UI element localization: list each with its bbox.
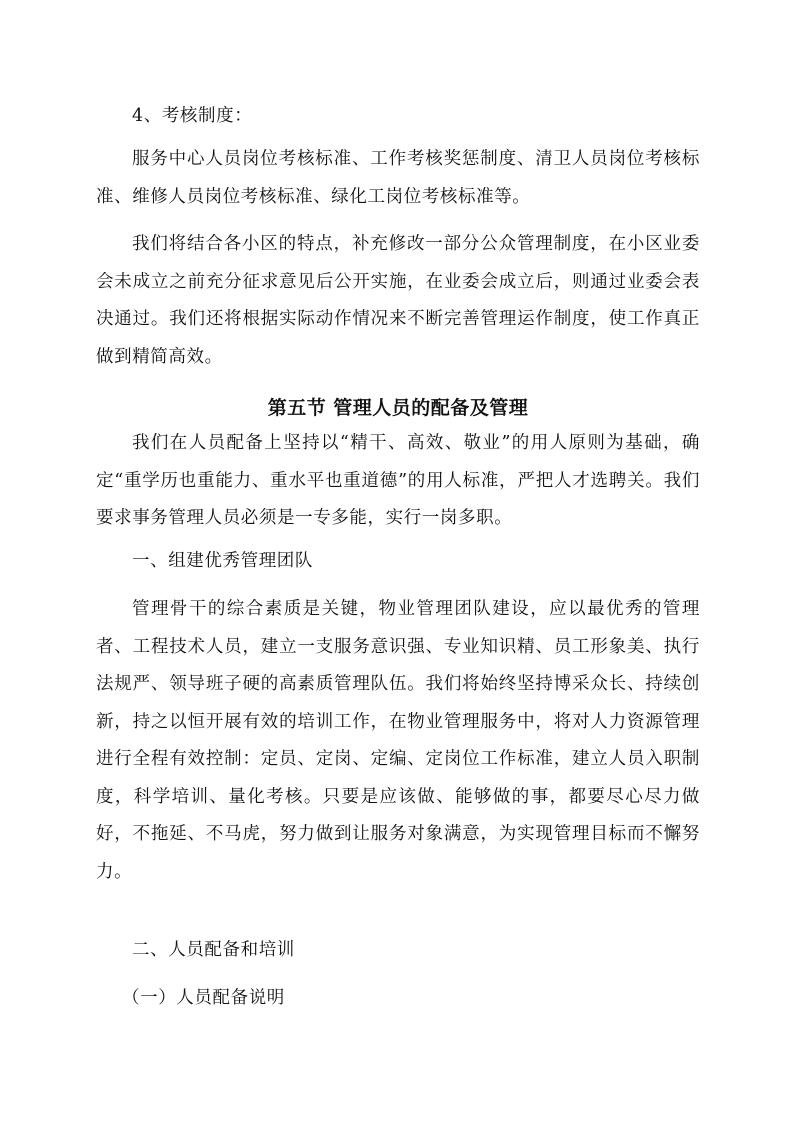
paragraph-staffing-training-title: 二、人员配备和培训 <box>132 940 295 960</box>
paragraph-staffing-description-title: （一）人员配备说明 <box>122 988 285 1008</box>
paragraph-team-title: 一、组建优秀管理团队 <box>132 551 313 571</box>
paragraph-community-rules: 我们将结合各小区的特点，补充修改一部分公众管理制度，在小区业委会未成立之前充分征求意见后公开实施，在业委会成立后，则通过业委会表决通过。我们还将根据实际动作情况来不断完善管理运作制度，使工作真正做到精简高效。 <box>96 234 700 367</box>
paragraph-team-building: 管理骨干的综合素质是关键，物业管理团队建设，应以最优秀的管理者、工程技术人员，建立一支服务意识强、专业知识精、员工形象美、执行法规严、领导班子硬的高素质管理队伍。我们将始终坚持博采众长、持续创新，持之以恒开展有效的培训工作，在物业管理服务中，将对人力资源管理进行全程有效控制：定员、定岗、定编、定岗位工作标准，建立人员入职制度，科学培训、量化考核。只要是应该做、能够做的事，都要尽心尽力做好，不拖延、不马虎，努力做到让服务对象满意，为实现管理目标而不懈努力。 <box>96 599 700 882</box>
section-heading: 第五节 管理人员的配备及管理 <box>267 397 529 419</box>
paragraph-assessment-standards: 服务中心人员岗位考核标准、工作考核奖惩制度、清卫人员岗位考核标准、维修人员岗位考核标准、绿化工岗位考核标准等。 <box>96 149 700 207</box>
paragraph-staffing-principles: 我们在人员配备上坚持以“精干、高效、敬业”的用人原则为基础，确定“重学历也重能力、重水平也重道德”的用人标准，严把人才选聘关。我们要求事务管理人员必须是一专多能，实行一岗多职。 <box>96 433 700 528</box>
paragraph-assessment-system-title: 4、考核制度： <box>132 106 253 126</box>
